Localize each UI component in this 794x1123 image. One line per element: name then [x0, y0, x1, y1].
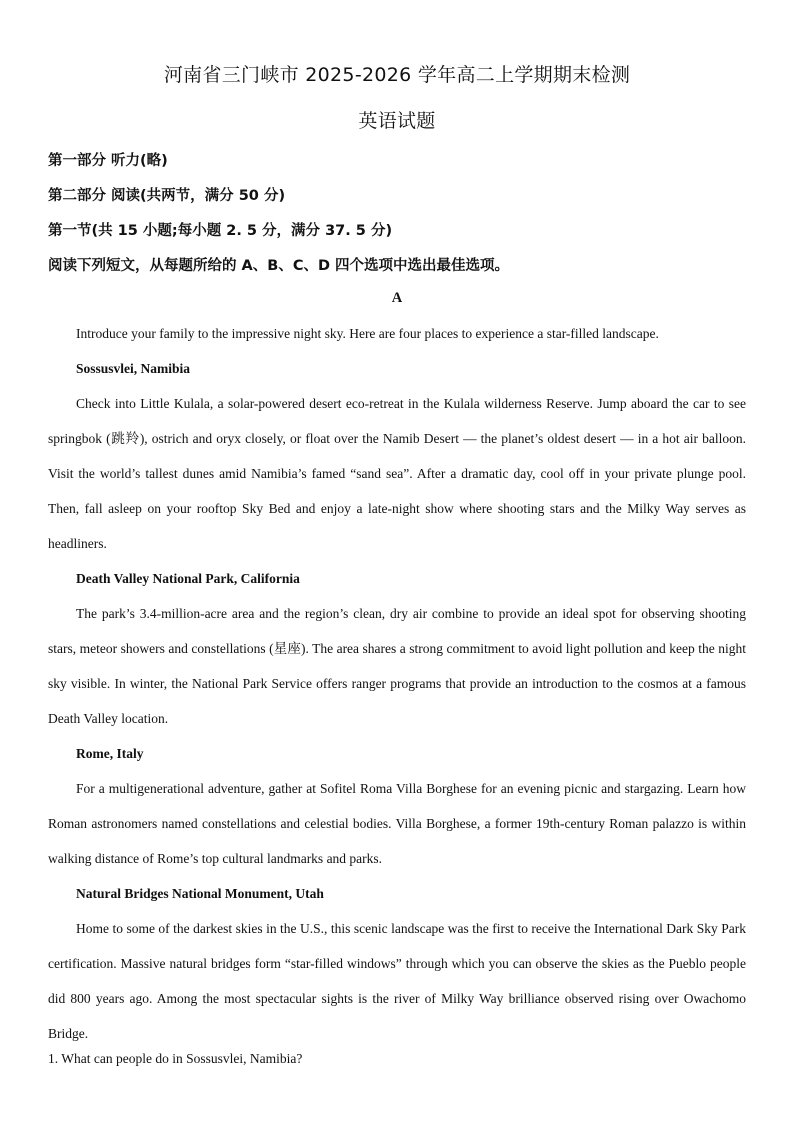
- exam-title: 河南省三门峡市 2025-2026 学年高二上学期期末检测: [163, 64, 631, 86]
- part-one-heading: 第一部分 听力(略): [48, 153, 168, 169]
- passage-body: [48, 316, 746, 1051]
- place-text-rome: For a multigenerational adventure, gather at Sofitel Roma Villa Borghese for an evening picnic and stargazing. Learn how Roman astronomers named constellations and celestial bodies. Villa Borghese, a former 19th-century Roman palazzo is within walking distance of Rome’s top cultural landmarks and parks.: [48, 781, 746, 866]
- place-text-namibia: Check into Little Kulala, a solar-powered desert eco-retreat in the Kulala wilderness Reserve. Jump aboard the car to see springbok (跳羚), ostrich and oryx closely, or float over the Namib Desert — the planet’s oldest desert — in a hot air balloon. Visit the world’s tallest dunes amid Namibia’s famed “sand sea”. After a dramatic day, cool off in your private plunge pool. Then, fall asleep on your rooftop Sky Bed and enjoy a late-night show where shooting stars and the Milky Way serves as headliners.: [48, 396, 746, 551]
- place-text-natural-bridges: Home to some of the darkest skies in the U.S., this scenic landscape was the first to receive the International Dark Sky Park certification. Massive natural bridges form “star-filled windows” through which you can observe the skies as the Pueblo people did 800 years ago. Among the most spectacular sights is the river of Milky Way brilliance observed rising over Owachomo Bridge.: [48, 921, 746, 1041]
- passage-intro: Introduce your family to the impressive night sky. Here are four places to experience a star-filled landscape.: [76, 326, 659, 341]
- place-text-death-valley: The park’s 3.4-million-acre area and the region’s clean, dry air combine to provide an ideal spot for observing shooting stars, meteor showers and constellations (星座). The area shares a strong commitment to avoid light pollution and keep the night sky visible. In winter, the National Park Service offers ranger programs that provide an introduction to the cosmos at a famous Death Valley location.: [48, 606, 746, 726]
- part-two-heading: 第二部分 阅读(共两节，满分 50 分): [48, 188, 286, 204]
- exam-subtitle: 英语试题: [358, 110, 436, 132]
- place-heading-natural-bridges: Natural Bridges National Monument, Utah: [76, 886, 324, 901]
- place-heading-namibia: Sossusvlei, Namibia: [76, 361, 191, 376]
- section-one-heading: 第一节(共 15 小题;每小题 2. 5 分，满分 37. 5 分): [48, 223, 393, 239]
- question-1: 1. What can people do in Sossusvlei, Namibia?: [48, 1051, 303, 1066]
- place-heading-rome: Rome, Italy: [76, 746, 144, 761]
- instruction-text: 阅读下列短文，从每题所给的 A、B、C、D 四个选项中选出最佳选项。: [48, 258, 510, 274]
- passage-letter: A: [391, 290, 403, 306]
- place-heading-death-valley: Death Valley National Park, California: [76, 571, 300, 586]
